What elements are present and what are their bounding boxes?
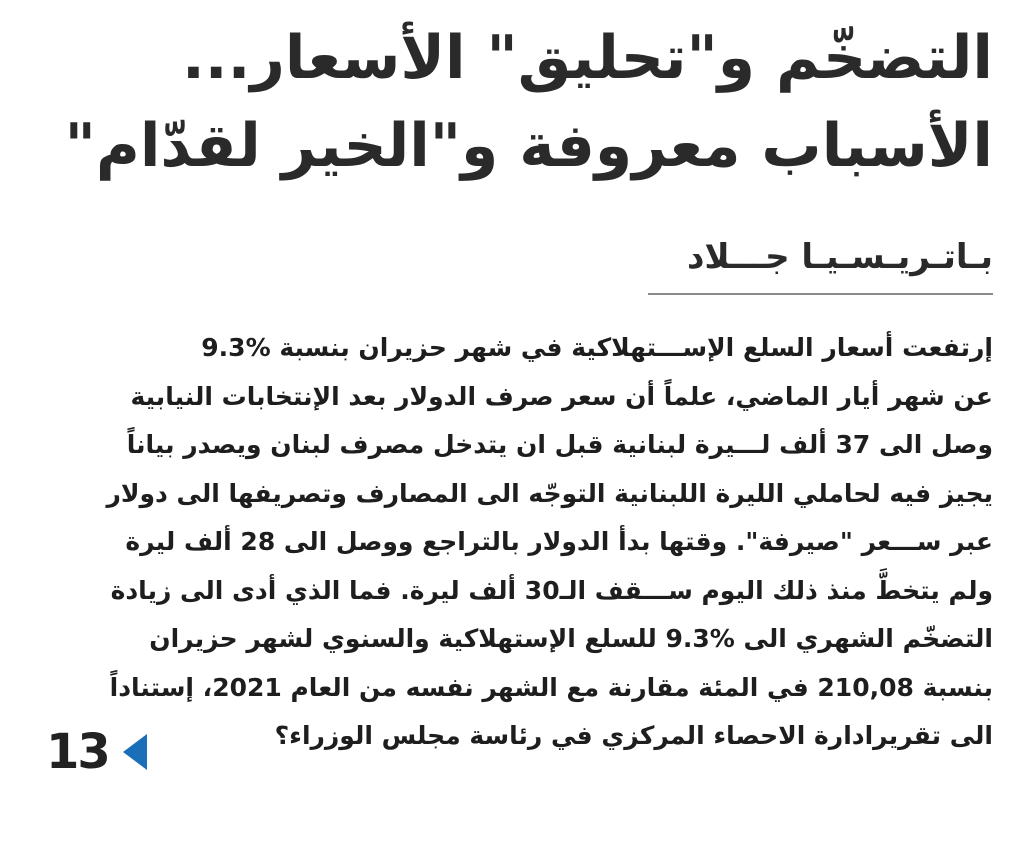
page-number: 13 [46,724,109,780]
body-line-5: عبر ســـعر "صيرفة". وقتها بدأ الدولار بالتراجع ووصل الى 28 ألف ليرة [125,527,993,556]
body-line-8: بنسبة 210,08 في المئة مقارنة مع الشهر نفسه من العام 2021، إستناداً [109,672,993,702]
body-line-2: عن شهر أيار الماضي، علماً أن سعر صرف الدولار بعد الإنتخابات النيابية [130,381,993,411]
body-line-1: إرتفعت أسعار السلع الإســـتهلاكية في شهر حزيران بنسبة %9.3 [201,333,993,362]
body-line-9: الى تقريرادارة الاحصاء المركزي في رئاسة مجلس الوزراء؟ [274,721,993,750]
body-line-6: ولم يتخطَّ منذ ذلك اليوم ســـقف الـ30 ألف ليرة. فما الذي أدى الى زيادة [110,575,993,605]
triangle-left-icon [123,734,147,770]
headline [33,14,993,190]
page-marker [46,722,147,782]
body-line-4: يجيز فيه لحاملي الليرة اللبنانية التوجّه الى المصارف وتصريفها الى دولار [106,478,993,508]
article-body [45,324,993,761]
body-line-3: وصل الى 37 ألف لـــيرة لبنانية قبل ان يتدخل مصرف لبنان ويصدر بياناً [126,430,993,459]
headline-line-2: الأسباب معروفة و"الخير لقدّام" [64,111,993,181]
headline-line-1: التضخّم و"تحليق" الأسعار... [182,23,993,93]
byline-divider [648,293,993,295]
body-line-7: التضخّم الشهري الى %9.3 للسلع الإستهلاكية والسنوي لشهر حزيران [149,624,993,653]
byline-author: بـاتـريـسـيـا جـــلاد [686,237,993,277]
